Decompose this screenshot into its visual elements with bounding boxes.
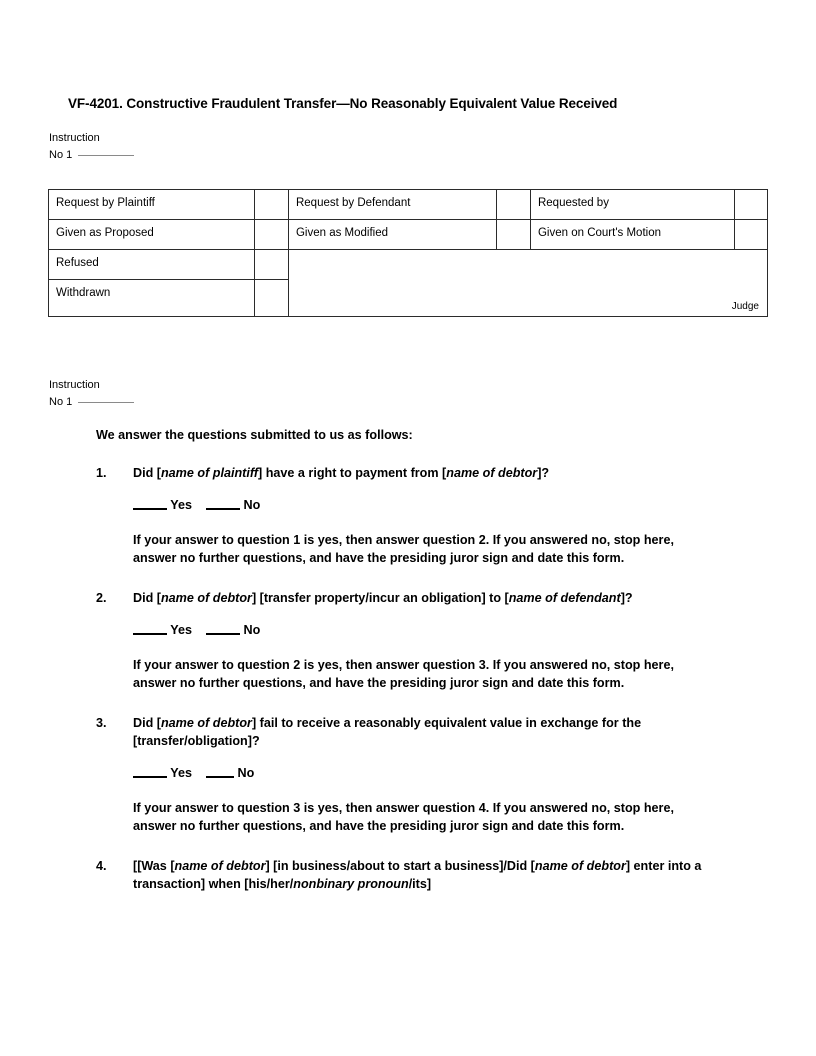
checkbox-withdrawn[interactable] <box>254 280 288 317</box>
instruction-label-line1: Instruction <box>49 379 100 391</box>
instruction-number-top <box>49 131 134 163</box>
judge-signature-cell <box>288 250 767 317</box>
checkbox-given-as-modified[interactable] <box>496 220 530 250</box>
question-instruction-note: If your answer to question 1 is yes, then answer question 2. If you answered no, stop here, answer no further questions, and have the presiding juror sign and date this form. <box>133 533 674 565</box>
question-row <box>96 857 716 893</box>
cell-given-on-courts-motion <box>530 220 734 250</box>
table-row <box>49 190 768 220</box>
no-label: No <box>239 623 261 637</box>
question-instruction-note: If your answer to question 2 is yes, then answer question 3. If you answered no, stop here, answer no further questions, and have the presiding juror sign and date this form. <box>133 658 674 690</box>
cell-given-as-proposed <box>49 220 255 250</box>
verdict-lead-in: We answer the questions submitted to us as follows: <box>96 428 413 442</box>
verdict-questions-section <box>96 426 716 893</box>
checkbox-request-by-defendant[interactable] <box>496 190 530 220</box>
page-title: VF-4201. Constructive Fraudulent Transfer—No Reasonably Equivalent Value Received <box>68 96 618 111</box>
question-row <box>96 464 716 482</box>
yes-answer-blank[interactable] <box>133 765 167 778</box>
instruction-label-line2 <box>49 393 134 410</box>
question-instruction-note: If your answer to question 3 is yes, then answer question 4. If you answered no, stop here, answer no further questions, and have the presiding juror sign and date this form. <box>133 801 674 833</box>
cell-label: Given as Modified <box>295 227 389 239</box>
yes-label: Yes <box>167 498 192 512</box>
checkbox-given-on-courts-motion[interactable] <box>734 220 767 250</box>
cell-label: Refused <box>56 257 99 269</box>
question-text: Did [name of plaintiff] have a right to payment from [name of debtor]? <box>133 466 550 480</box>
table-row <box>49 250 768 280</box>
cell-label: Request by Plaintiff <box>56 197 155 209</box>
question-block <box>96 589 716 692</box>
instruction-label-line1: Instruction <box>49 132 100 144</box>
question-text: Did [name of debtor] [transfer property/incur an obligation] to [name of defendant]? <box>133 591 633 605</box>
cell-request-by-defendant <box>288 190 496 220</box>
request-disposition-table <box>48 189 768 317</box>
yes-label: Yes <box>167 623 192 637</box>
question-row <box>96 714 716 750</box>
no-label: No <box>239 498 261 512</box>
cell-label: Withdrawn <box>56 287 111 299</box>
instruction-no-text: No 1 <box>49 395 73 408</box>
cell-label: Given as Proposed <box>56 227 154 239</box>
cell-request-by-plaintiff <box>49 190 255 220</box>
yes-label: Yes <box>167 766 192 780</box>
cell-label: Requested by <box>537 197 609 209</box>
yes-answer-blank[interactable] <box>133 497 167 510</box>
question-row <box>96 589 716 607</box>
no-answer-blank[interactable] <box>206 497 240 510</box>
yes-answer-blank[interactable] <box>133 622 167 635</box>
judge-label: Judge <box>731 301 759 312</box>
checkbox-given-as-proposed[interactable] <box>254 220 288 250</box>
question-block <box>96 714 716 835</box>
cell-withdrawn <box>49 280 255 317</box>
cell-given-as-modified <box>288 220 496 250</box>
question-block <box>96 857 716 893</box>
instruction-label-line2 <box>49 146 134 163</box>
cell-label: Request by Defendant <box>295 197 411 209</box>
question-number: 2. <box>96 591 107 605</box>
answer-row <box>133 764 716 782</box>
checkbox-request-by-plaintiff[interactable] <box>254 190 288 220</box>
no-answer-blank[interactable] <box>206 765 234 778</box>
question-number: 3. <box>96 716 107 730</box>
question-number: 1. <box>96 466 107 480</box>
instruction-number-blank[interactable] <box>78 146 134 156</box>
cell-refused <box>49 250 255 280</box>
questions-list <box>96 464 716 893</box>
instruction-no-text: No 1 <box>49 148 73 161</box>
checkbox-requested-by[interactable] <box>734 190 767 220</box>
question-number: 4. <box>96 859 107 873</box>
instruction-number-middle <box>49 378 134 410</box>
answer-row <box>133 621 716 639</box>
question-text: Did [name of debtor] fail to receive a reasonably equivalent value in exchange for the [transfer/obligation]? <box>133 716 642 748</box>
no-label: No <box>233 766 255 780</box>
instruction-number-blank[interactable] <box>78 393 134 403</box>
cell-label: Given on Court's Motion <box>537 227 661 239</box>
answer-row <box>133 496 716 514</box>
cell-requested-by <box>530 190 734 220</box>
judge-signature-area <box>457 299 759 313</box>
question-text: [[Was [name of debtor] [in business/about to start a business]/Did [name of debtor] enter into a transaction] when [his/her/nonbinary pronoun/its] <box>133 859 702 891</box>
checkbox-refused[interactable] <box>254 250 288 280</box>
question-block <box>96 464 716 567</box>
table-row <box>49 220 768 250</box>
no-answer-blank[interactable] <box>206 622 240 635</box>
